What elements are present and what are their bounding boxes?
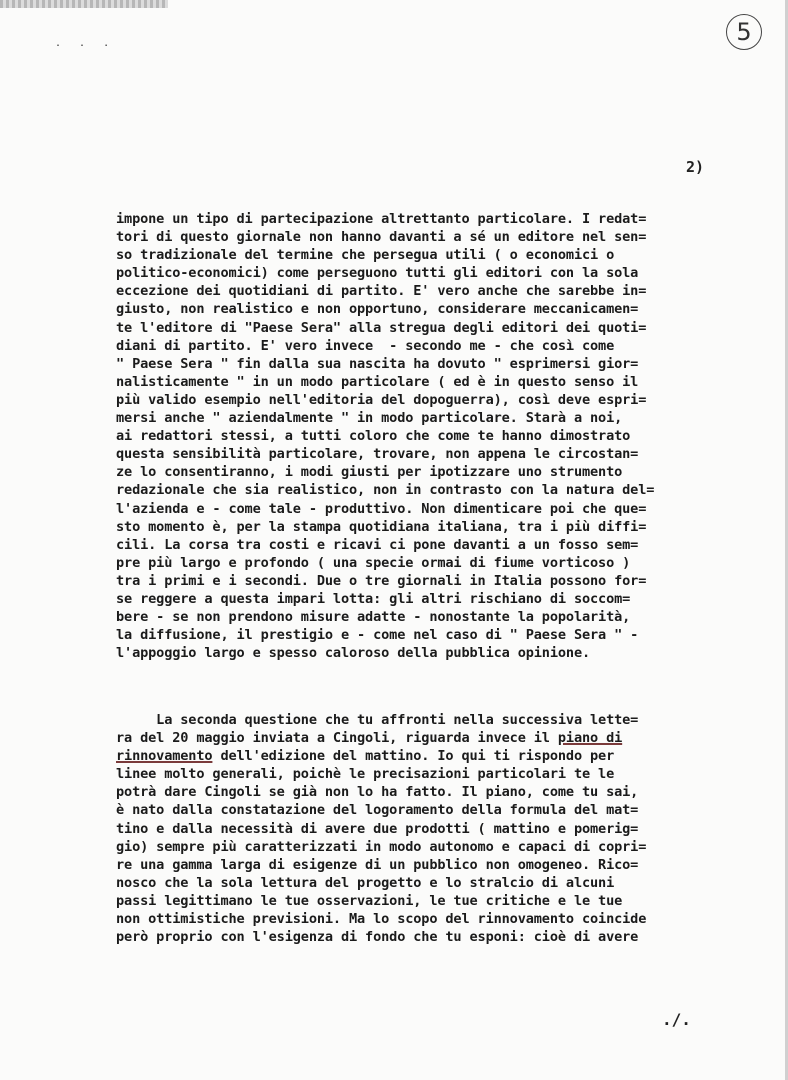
text-line: re una gamma larga di esigenze di un pubblico non omogeneo. Rico= [116, 856, 639, 873]
text-line: più valido esempio nell'editoria del dopoguerra), così deve espri= [116, 391, 647, 408]
circled-page-number: 5 [726, 14, 762, 50]
text-line: tra i primi e i secondi. Due o tre giornali in Italia possono for= [116, 572, 647, 589]
text-line: giusto, non realistico e non opportuno, considerare meccanicamen= [116, 301, 639, 318]
underlined-phrase: rinnovamento [116, 748, 213, 765]
text-line [116, 747, 646, 765]
text-line: mersi anche " aziendalmente " in modo particolare. Starà a noi, [116, 410, 623, 427]
text-segment: dell'edizione del mattino. Io qui ti rispondo per [212, 748, 615, 765]
text-line: impone un tipo di partecipazione altrettanto particolare. I redat= [116, 211, 647, 227]
text-line: pre più largo e profondo ( una specie ormai di fiume vorticoso ) [116, 554, 631, 571]
text-line: sto momento è, per la stampa quotidiana italiana, tra i più diffi= [116, 518, 647, 535]
text-line: è nato dalla constatazione del logoramento della formula del mat= [116, 802, 639, 819]
text-line: la diffusione, il prestigio e - come nel caso di " Paese Sera " - [116, 627, 639, 644]
text-line: La seconda questione che tu affronti nella successiva lette= [116, 712, 639, 728]
text-line: questa sensibilità particolare, trovare, non appena le circostan= [116, 446, 639, 463]
paragraph-2 [116, 711, 646, 946]
text-line: potrà dare Cingoli se già non lo ha fatto. Il piano, come tu sai, [116, 784, 639, 801]
text-line: bere - se non prendono misure adatte - nonostante la popolarità, [116, 609, 631, 626]
text-line: nosco che la sola lettura del progetto e lo stralcio di alcuni [116, 874, 615, 891]
text-line: politico-economici) come perseguono tutti gli editori con la sola [116, 265, 639, 282]
text-line: so tradizionale del termine che persegua utili ( o economici o [116, 247, 615, 264]
page-number: 2) [686, 158, 705, 176]
text-segment: ra del 20 maggio inviata a Cingoli, riguarda invece il [116, 730, 558, 747]
text-line: gio) sempre più caratterizzati in modo autonomo e capaci di copri= [116, 838, 647, 855]
text-line: cili. La corsa tra costi e ricavi ci pone davanti a un fosso sem= [116, 536, 639, 553]
text-line: tino e dalla necessità di avere due prodotti ( mattino e pomerig= [116, 820, 639, 837]
text-line: diani di partito. E' vero invece - secondo me - che così come [116, 337, 615, 354]
margin-dots: . . . [55, 38, 116, 49]
text-line: però proprio con l'esigenza di fondo che tu esponi: cioè di avere [116, 929, 639, 946]
scan-edge-artifact [0, 0, 168, 8]
text-line: te l'editore di "Paese Sera" alla stregua degli editori dei quoti= [116, 319, 647, 336]
text-line: ze lo consentiranno, i modi giusti per ipotizzare uno strumento [116, 464, 623, 481]
text-line [116, 729, 646, 747]
text-line: l'appoggio largo e spesso caloroso della pubblica opinione. [116, 645, 591, 662]
continuation-mark: ./. [662, 1010, 691, 1029]
underlined-phrase: piano di [557, 730, 623, 747]
text-line: ai redattori stessi, a tutti coloro che come te hanno dimostrato [116, 428, 631, 445]
text-line: " Paese Sera " fin dalla sua nascita ha dovuto " esprimersi gior= [116, 355, 639, 372]
text-line: eccezione dei quotidiani di partito. E' vero anche che sarebbe in= [116, 283, 647, 300]
text-line: l'azienda e - come tale - produttivo. Non dimenticare poi che que= [116, 500, 647, 517]
text-line: nalisticamente " in un modo particolare ( ed è in questo senso il [116, 373, 639, 390]
paragraph-1 [116, 210, 654, 662]
text-line: tori di questo giornale non hanno davanti a sé un editore nel sen= [116, 229, 647, 246]
text-line: linee molto generali, poichè le precisazioni particolari te le [116, 766, 615, 783]
text-line: non ottimistiche previsioni. Ma lo scopo del rinnovamento coincide [116, 911, 647, 928]
text-line: redazionale che sia realistico, non in contrasto con la natura del= [116, 482, 655, 499]
text-line: se reggere a questa impari lotta: gli altri rischiano di soccom= [116, 590, 631, 607]
text-line: passi legittimano le tue osservazioni, le tue critiche e le tue [116, 892, 623, 909]
